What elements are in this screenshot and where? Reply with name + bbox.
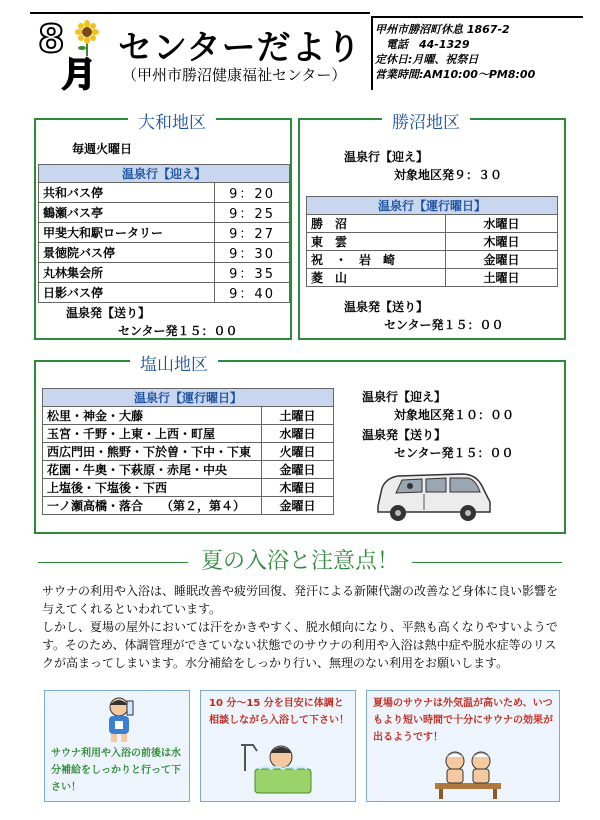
page-subtitle: （甲州市勝沼健康福祉センター） [122,66,347,84]
table-row [43,425,334,443]
yamato-return-time: センター発１５：００ [118,324,238,338]
stop-time: 9：40 [215,283,290,303]
table-row [39,283,290,303]
yamato-schedule-table [38,164,290,303]
service-day: 土曜日 [446,269,558,287]
service-day: 金曜日 [262,461,334,479]
summer-paragraph: しかし、夏場の屋外においては汗をかきやすく、脱水傾向になり、平熱も高くなりやすいようです。そのため、体調管理ができていない状態でのサウナの利用や入浴は熱中症や脱水症等のリスクが高まってしまいます。水分補給をしっかり行い、無理のない利用をお願いします。 [42,620,558,670]
contact-address: 甲州市勝沼町休息 1867-2 [375,23,510,36]
tip-text: 夏場のサウナは外気温が高いため、いつもより短い時間で十分にサウナの効果が出るようです！ [373,698,553,743]
service-day: 木曜日 [446,233,558,251]
shuttle-van-icon [372,466,496,526]
header-rule [30,12,370,14]
area-name: 花園・牛奥・下萩原・赤尾・中央 [43,461,262,479]
katsunuma-schedule-table [306,196,558,287]
yamato-weekday: 毎週火曜日 [72,142,133,156]
table-row [39,263,290,283]
enzan-return-label: 温泉発【送り】 [362,428,447,442]
yamato-table-header: 温泉行【迎え】 [39,165,290,183]
area-name: 上塩後・下塩後・下西 [43,479,262,497]
table-row [43,461,334,479]
sauna-people-icon [433,747,503,799]
service-day: 火曜日 [262,443,334,461]
enzan-schedule-table [42,388,334,515]
enzan-pickup-label: 温泉行【迎え】 [362,390,447,404]
tip-text: 10 分～15 分を目安に体調と相談しながら入浴して下さい！ [209,698,349,726]
page-title: センターだより [118,28,362,68]
katsunuma-title: 勝沼地区 [382,108,470,133]
bathing-person-icon [239,741,319,797]
tip-card-duration [200,690,356,802]
stop-name: 丸林集会所 [39,263,215,283]
summer-section-title [0,544,600,575]
table-row [307,251,558,269]
katsunuma-return-time: センター発１５：００ [384,318,504,332]
month-unit: 月 [62,55,96,95]
stop-name: 日影バス停 [39,283,215,303]
stop-name: 甲斐大和駅ロータリー [39,223,215,243]
stop-time: 9：30 [215,243,290,263]
contact-phone: 電話 44-1329 [375,38,470,51]
summer-title-text: 夏の入浴と注意点！ [200,549,399,574]
tip-card-hydration [44,690,190,802]
table-row [43,407,334,425]
stop-time: 9：25 [215,203,290,223]
stop-name: 景徳院バス停 [39,243,215,263]
contact-info [375,22,575,82]
yamato-title: 大和地区 [128,108,216,133]
area-name: 勝 沼 [307,215,446,233]
enzan-pickup-time: 対象地区発１０：００ [394,408,515,422]
drinking-person-icon [95,695,143,743]
contact-hours: 営業時間:AM10:00～PM8:00 [375,68,536,81]
table-row [39,203,290,223]
katsunuma-pickup-time: 対象地区発９：３０ [394,168,503,182]
katsunuma-return-label: 温泉発【送り】 [344,300,429,314]
summer-paragraph: サウナの利用や入浴は、睡眠改善や疲労回復、発汗による新陳代謝の改善など身体に良い影響を与えてくれるといわれています。 [42,584,559,616]
service-day: 金曜日 [262,497,334,515]
stop-name: 共和バス停 [39,183,215,203]
stop-time: 9：20 [215,183,290,203]
area-name: 西広門田・熊野・下於曽・下中・下東 [43,443,262,461]
enzan-return-time: センター発１５：００ [394,446,514,460]
summer-body [42,582,566,672]
contact-closed-days: 定休日:月曜、祝祭日 [375,53,479,66]
stop-name: 鶴瀬バス亭 [39,203,215,223]
enzan-title: 塩山地区 [130,350,218,375]
area-name: 玉宮・千野・上東・上西・町屋 [43,425,262,443]
table-row [43,497,334,515]
table-row [39,183,290,203]
area-name: 東 雲 [307,233,446,251]
month-number: 8 [38,17,65,61]
enzan-table-header: 温泉行【運行曜日】 [43,389,334,407]
table-row [307,233,558,251]
katsunuma-table-header: 温泉行【運行曜日】 [307,197,558,215]
area-name: 一ノ瀬高橋・落合 （第２，第４） [43,497,262,515]
area-name: 祝 ・ 岩 崎 [307,251,446,269]
stop-time: 9：27 [215,223,290,243]
service-day: 金曜日 [446,251,558,269]
table-row [39,243,290,263]
service-day: 木曜日 [262,479,334,497]
table-row [43,479,334,497]
area-name: 松里・神金・大藤 [43,407,262,425]
title-decoration-left [38,562,188,563]
service-day: 土曜日 [262,407,334,425]
title-decoration-right [412,562,562,563]
service-day: 水曜日 [446,215,558,233]
table-row [39,223,290,243]
katsunuma-pickup-label: 温泉行【迎え】 [344,150,429,164]
table-row [307,215,558,233]
table-row [307,269,558,287]
stop-time: 9：35 [215,263,290,283]
tip-card-sauna [366,690,560,802]
area-name: 菱 山 [307,269,446,287]
yamato-return-label: 温泉発【送り】 [66,306,151,320]
tip-text: サウナ利用や入浴の前後は水分補給をしっかりと行って下さい！ [51,748,181,793]
table-row [43,443,334,461]
sunflower-icon [74,20,100,56]
service-day: 水曜日 [262,425,334,443]
